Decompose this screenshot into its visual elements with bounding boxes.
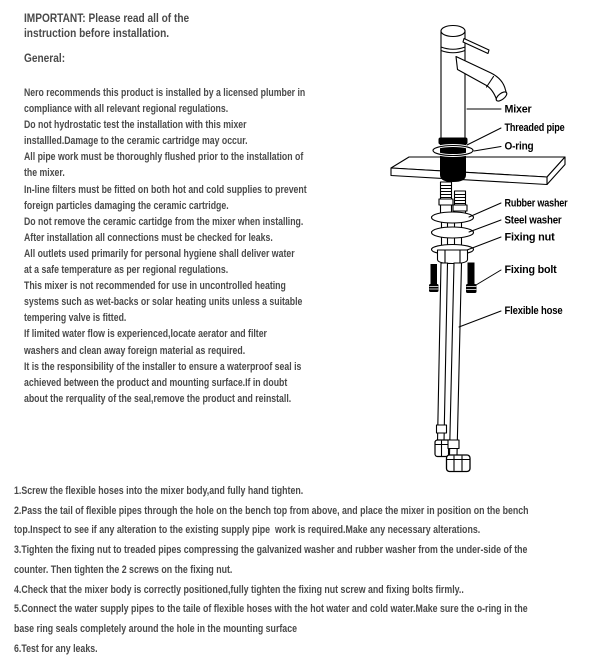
general-line: the mixer.: [24, 167, 65, 180]
diagram-label-steel-washer: Steel washer: [504, 214, 563, 227]
mixer-body: [441, 31, 465, 141]
fixing-bolt-right: [466, 263, 477, 294]
leader-line-flexible-hose: [459, 311, 501, 327]
diagram-label-rubber-washer: Rubber washer: [504, 197, 569, 210]
general-line: Nero recommends this product is installed by a licensed plumber in: [24, 87, 306, 99]
section-heading-general: General:: [24, 53, 66, 65]
general-line: Do not hydrostatic test the installation with this mixer: [24, 119, 247, 132]
instruction-step-line: 5.Connect the water supply pipes to the taile of flexible hoses with the hot water and cold water.Make sure the o-ring in the: [14, 603, 528, 616]
installation-steps-list: [14, 482, 529, 659]
fixing-nut: [432, 245, 474, 264]
document-title-line-2: instruction before installation.: [24, 28, 170, 40]
counter-top: [391, 157, 565, 185]
general-line: washers and clean away foreign material as required.: [24, 344, 246, 357]
flexible-hose-right: [447, 263, 471, 472]
fixing-bolt-left: [429, 264, 439, 292]
general-line: compliance with all relevant regional regulations.: [24, 103, 229, 116]
document-title-line-1: IMPORTANT: Please read all of the: [24, 13, 190, 25]
threaded-tail-left: [439, 182, 453, 213]
diagram-label-flexible-hose: Flexible hose: [504, 305, 563, 317]
general-line: tempering valve is fitted.: [24, 312, 127, 325]
instruction-step-line: counter. Then tighten the 2 screws on the fixing nut.: [14, 563, 233, 576]
mixer-spout: [456, 57, 508, 103]
leader-line-threaded-pipe: [467, 128, 501, 145]
leader-line-o-ring: [474, 147, 501, 152]
general-line: All outlets used primarily for personal hygiene shall deliver water: [24, 247, 295, 260]
mixer-handle-lever: [463, 39, 489, 54]
diagram-label-mixer: Mixer: [504, 103, 533, 116]
steel-washer: [432, 227, 474, 238]
general-line: Do not remove the ceramic cartidge from the mixer when installing.: [24, 215, 304, 228]
general-line: This mixer is not recommended for use in uncontrolled heating: [24, 280, 286, 293]
leader-line-fixing-bolt: [476, 270, 501, 285]
general-line: about the rerquality of the seal,remove the product and reinstall.: [24, 392, 292, 405]
instruction-step-line: 1.Screw the flexible hoses into the mixer body,and fully hand tighten.: [14, 485, 304, 497]
instruction-step-line: 6.Test for any leaks.: [14, 642, 98, 655]
instruction-step-line: base ring seals completely around the hole in the mounting surface: [14, 622, 298, 635]
rubber-washer: [432, 212, 474, 223]
general-line: installled.Damage to the ceramic cartridge may occur.: [24, 135, 248, 148]
diagram-label-fixing-bolt: Fixing bolt: [504, 264, 558, 276]
leader-line-fixing-nut: [467, 237, 501, 250]
instruction-step-line: 4.Check that the mixer body is correctly positioned,fully tighten the fixing nut screw and fixing bolts firmly..: [14, 583, 464, 596]
general-line: After installation all connections must be checked for leaks.: [24, 231, 273, 244]
general-line: foreign particles damaging the ceramic cartridge.: [24, 199, 229, 212]
instruction-step-line: 2.Pass the tail of flexible pipes through the hole on the bench top from above, and place the mixer in position on the bench: [14, 504, 529, 517]
general-line: It is the responsibility of the installer to ensure a waterproof seal is: [24, 360, 302, 373]
general-line: systems such as wet-backs or solar heating units unless a suitable: [24, 296, 303, 309]
instruction-step-line: 3.Tighten the fixing nut to treaded pipes compressing the galvanized washer and rubber washer from the under-side of the: [14, 544, 528, 557]
general-line: In-line filters must be fitted on both hot and cold supplies to prevent: [24, 183, 307, 196]
general-line: achieved between the product and mounting surface.If in doubt: [24, 376, 288, 389]
diagram-label-o-ring: O-ring: [504, 140, 534, 153]
diagram-label-threaded-pipe: Threaded pipe: [504, 122, 565, 134]
general-line: If limited water flow is experienced,locate aerator and filter: [24, 328, 267, 341]
instruction-step-line: top.Inspect to see if any alteration to the existing supply pipe work is required.Make any necessary alterations.: [14, 524, 481, 537]
leader-line-steel-washer: [469, 220, 501, 232]
mixer-cap: [441, 26, 465, 53]
diagram-label-fixing-nut: Fixing nut: [504, 231, 556, 244]
general-line: at a safe temperature as per regional regulations.: [24, 264, 229, 277]
leader-line-rubber-washer: [469, 203, 501, 217]
general-line: All pipe work must be thoroughly flushed prior to the installation of: [24, 151, 304, 164]
